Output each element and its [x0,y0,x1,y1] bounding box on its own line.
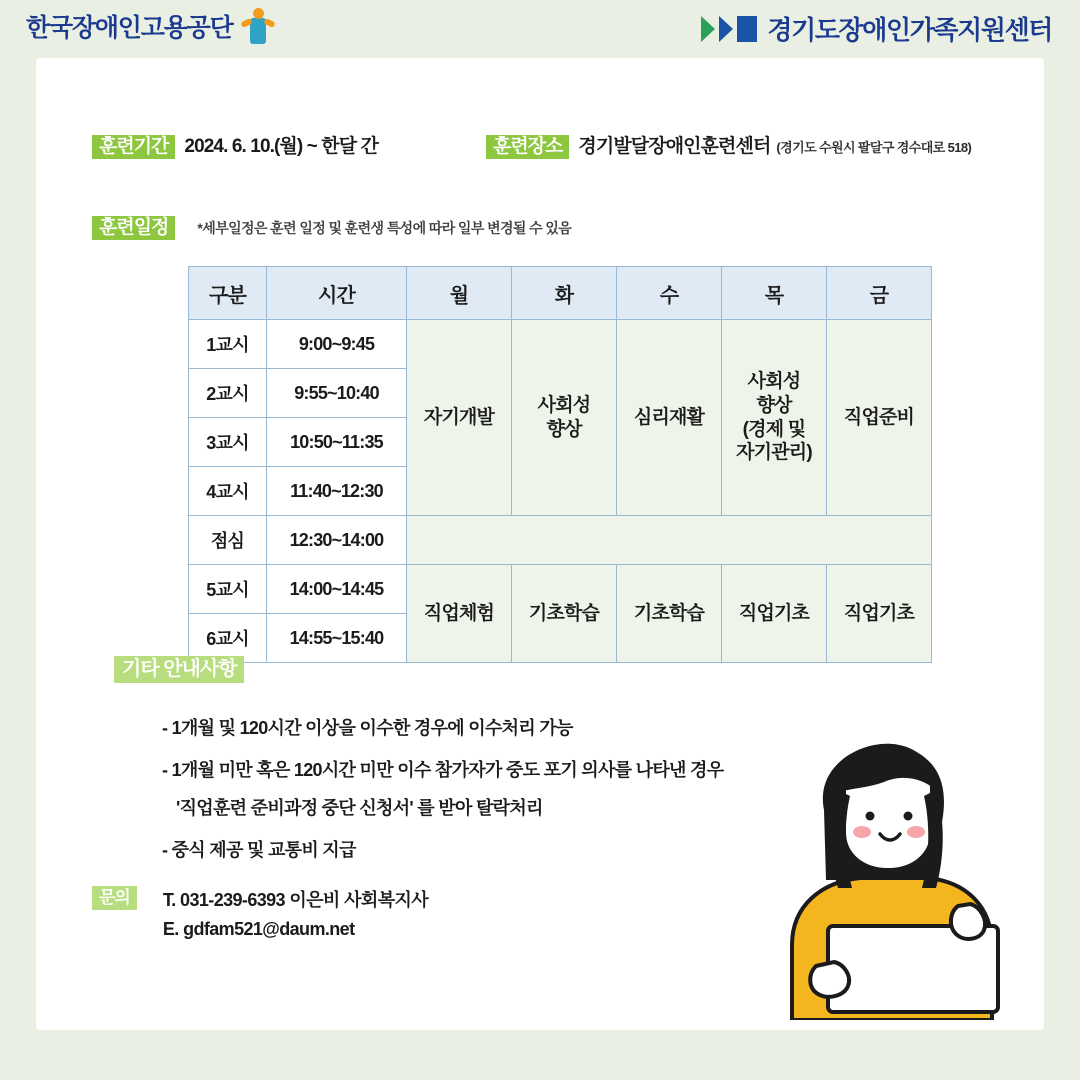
table-row [189,320,932,369]
timetable-period: 1교시 [189,320,267,369]
timetable-time: 14:00~14:45 [267,565,407,614]
notices-heading [114,656,244,683]
training-place-value: 경기발달장애인훈련센터 [578,136,771,157]
timetable-subject-wed-am: 심리재활 [617,320,722,516]
timetable-period: 5교시 [189,565,267,614]
timetable [188,266,932,663]
schedule-label: 훈련일정 [92,216,175,240]
training-place-address: (경기도 수원시 팔달구 경수대로 518) [776,140,972,155]
person-holding-board-illustration [752,730,1022,1020]
list-item: - 1개월 및 120시간 이상을 이수한 경우에 이수처리 가능 [162,718,573,738]
content-card [36,58,1044,1030]
timetable-header-cell: 시간 [267,267,407,320]
timetable-header-cell: 금 [827,267,932,320]
timetable-period: 4교시 [189,467,267,516]
logo-kead-text: 한국장애인고용공단 [26,14,233,42]
timetable-subject-fri-am: 직업준비 [827,320,932,516]
timetable-subject-thu-am: 사회성 향상 (경제 및 자기관리) [722,320,827,516]
page-header [0,0,1080,58]
timetable-header-cell: 구분 [189,267,267,320]
timetable-subject-mon-am: 자기개발 [407,320,512,516]
training-period [92,131,378,159]
chevron-bars-icon [701,16,757,42]
training-place-label: 훈련장소 [486,135,569,159]
contact-phone: T. 031-239-6393 이은비 사회복지사 [162,890,429,910]
timetable-period: 3교시 [189,418,267,467]
training-period-value: 2024. 6. 10.(월) ~ 한달 간 [184,136,378,157]
contact-label: 문의 [92,886,137,910]
contact-block [92,886,428,944]
logo-kead [26,8,275,44]
timetable-period: 6교시 [189,614,267,663]
timetable-period: 점심 [189,516,267,565]
timetable-header-cell: 월 [407,267,512,320]
schedule-note: *세부일정은 훈련 일정 및 훈련생 특성에 따라 일부 변경될 수 있음 [197,220,572,236]
timetable-time: 12:30~14:00 [267,516,407,565]
timetable-period: 2교시 [189,369,267,418]
timetable-subject-thu-pm: 직업기초 [722,565,827,663]
timetable-time: 10:50~11:35 [267,418,407,467]
info-row [92,131,992,159]
timetable-time: 11:40~12:30 [267,467,407,516]
timetable-time: 14:55~15:40 [267,614,407,663]
list-item: - 중식 제공 및 교통비 지급 [162,840,356,860]
timetable-subject-tue-am: 사회성 향상 [512,320,617,516]
timetable-subject-tue-pm: 기초학습 [512,565,617,663]
training-period-label: 훈련기간 [92,135,175,159]
person-accessibility-icon [241,8,275,44]
timetable-header-cell: 목 [722,267,827,320]
schedule-heading [92,216,571,240]
timetable-header-row [189,267,932,320]
timetable-subject-mon-pm: 직업체험 [407,565,512,663]
timetable-subject-fri-pm: 직업기초 [827,565,932,663]
logo-gfsc [701,10,1052,47]
list-item-main: - 1개월 미만 혹은 120시간 미만 이수 참가자가 중도 포기 의사를 나타낸 경우 [162,760,724,780]
list-item-subline: '직업훈련 준비과정 중단 신청서' 를 받아 탈락처리 [176,798,543,818]
table-row-lunch [189,516,932,565]
timetable-time: 9:55~10:40 [267,369,407,418]
logo-gfsc-text: 경기도장애인가족지원센터 [767,15,1052,45]
timetable-time: 9:00~9:45 [267,320,407,369]
timetable-header-cell: 화 [512,267,617,320]
timetable-lunch-span [407,516,932,565]
training-place [486,131,971,159]
contact-email: E. gdfam521@daum.net [162,918,355,939]
contact-lines [163,886,428,944]
table-row [189,565,932,614]
timetable-subject-wed-pm: 기초학습 [617,565,722,663]
notices-title-label: 기타 안내사항 [114,656,244,683]
timetable-header-cell: 수 [617,267,722,320]
